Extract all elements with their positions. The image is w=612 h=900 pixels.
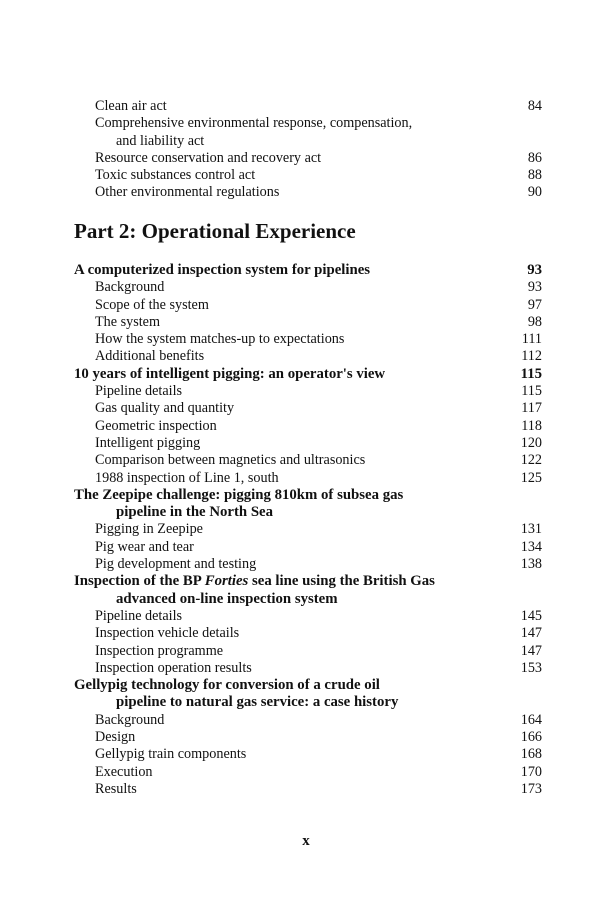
- entry-title: Additional benefits: [95, 348, 205, 365]
- toc-entry: [0, 314, 612, 331]
- toc-entry: [0, 435, 612, 452]
- toc-chapter-entry: [0, 694, 612, 711]
- entry-title: pipeline in the North Sea: [116, 504, 274, 521]
- entry-page-number: 115: [521, 383, 542, 400]
- entry-page-number: 138: [520, 556, 542, 573]
- toc-entry: [0, 452, 612, 469]
- entry-page-number: 93: [527, 279, 542, 296]
- part2-heading: Part 2: Operational Experience: [74, 219, 356, 243]
- entry-title: and liability act: [116, 132, 205, 149]
- entry-page-number: 112: [521, 348, 542, 365]
- entry-page-number: 120: [520, 434, 542, 451]
- entry-title: Background: [95, 711, 165, 728]
- entry-title: advanced on-line inspection system: [116, 590, 338, 607]
- entry-page-number: 153: [520, 659, 542, 676]
- entry-page-number: 173: [520, 780, 542, 797]
- toc-entry: [0, 764, 612, 781]
- entry-title: Comprehensive environmental response, compensation,: [95, 115, 413, 132]
- entry-page-number: 147: [520, 642, 542, 659]
- entry-page-number: 134: [520, 538, 542, 555]
- toc-entry: [0, 98, 612, 115]
- entry-page-number: 93: [527, 262, 542, 278]
- entry-title-italic: Forties: [204, 573, 249, 590]
- entry-title: Scope of the system: [95, 296, 209, 313]
- toc-entry: [0, 608, 612, 625]
- entry-page-number: 164: [520, 711, 542, 728]
- toc-entry: [0, 556, 612, 573]
- entry-page-number: 145: [520, 607, 542, 624]
- toc-entry: [0, 400, 612, 417]
- entry-title: Clean air act: [95, 98, 167, 114]
- entry-page-number: 97: [527, 296, 542, 313]
- entry-page-number: 88: [527, 167, 542, 184]
- entry-title: Inspection vehicle details: [95, 625, 240, 642]
- entry-title: Gas quality and quantity: [95, 400, 235, 417]
- toc-chapter-entry: [0, 677, 612, 694]
- entry-title: pipeline to natural gas service: a case history: [116, 694, 399, 711]
- toc-entry: [0, 133, 612, 150]
- entry-title: Execution: [95, 763, 153, 780]
- entry-title: 10 years of intelligent pigging: an operator's view: [74, 365, 386, 382]
- entry-title: Pig wear and tear: [95, 538, 194, 555]
- entry-page-number: 166: [520, 729, 542, 746]
- page-folio: x: [302, 833, 310, 849]
- toc-chapter-entry: [0, 262, 612, 279]
- toc-entry: [0, 115, 612, 132]
- entry-page-number: 170: [520, 763, 542, 780]
- toc-chapter-entry: [0, 487, 612, 504]
- toc-entry: [0, 418, 612, 435]
- toc-entry: [0, 348, 612, 365]
- entry-page-number: 84: [527, 98, 542, 114]
- toc-chapter-entry: [0, 573, 612, 590]
- entry-title: Gellypig technology for conversion of a crude oil: [74, 677, 380, 694]
- toc-chapter-entry: [0, 504, 612, 521]
- entry-page-number: 98: [527, 313, 542, 330]
- entry-title: Intelligent pigging: [95, 434, 201, 451]
- entry-title: Other environmental regulations: [95, 184, 280, 201]
- entry-title: 1988 inspection of Line 1, south: [95, 469, 279, 486]
- entry-title: The Zeepipe challenge: pigging 810km of subsea gas: [74, 486, 404, 503]
- entry-title: Geometric inspection: [95, 417, 217, 434]
- entry-title-part: sea line using the British Gas: [248, 573, 435, 590]
- toc-entry: [0, 470, 612, 487]
- toc-entry: [0, 660, 612, 677]
- entry-title: How the system matches-up to expectations: [95, 331, 345, 348]
- entry-title: Toxic substances control act: [95, 167, 256, 184]
- entry-title-part: Inspection of the BP: [74, 573, 205, 590]
- entry-title: Comparison between magnetics and ultrasonics: [95, 452, 366, 469]
- entry-title: Pig development and testing: [95, 556, 257, 573]
- toc-entry: [0, 643, 612, 660]
- toc-entry: [0, 150, 612, 167]
- entry-title: Inspection operation results: [95, 659, 252, 676]
- toc-entry: [0, 521, 612, 538]
- toc-entry: [0, 539, 612, 556]
- entry-page-number: 118: [521, 417, 542, 434]
- toc-chapter-entry: [0, 366, 612, 383]
- toc-entry: [0, 167, 612, 184]
- toc-entry: [0, 729, 612, 746]
- part2-entries: [0, 262, 612, 798]
- entry-title: A computerized inspection system for pipelines: [74, 262, 371, 278]
- toc-entry: [0, 383, 612, 400]
- entry-title: Results: [95, 780, 137, 797]
- entry-title: Pipeline details: [95, 383, 183, 400]
- entry-title: Background: [95, 279, 165, 296]
- entry-title: Resource conservation and recovery act: [95, 149, 322, 166]
- entry-title: The system: [95, 313, 161, 330]
- toc-chapter-entry: [0, 591, 612, 608]
- entry-title: Pigging in Zeepipe: [95, 521, 203, 538]
- entry-page-number: 125: [520, 469, 542, 486]
- entry-page-number: 122: [520, 452, 542, 469]
- entry-page-number: 90: [527, 184, 542, 201]
- toc-entry: [0, 746, 612, 763]
- entry-page-number: 115: [520, 365, 542, 382]
- entry-page-number: 168: [520, 746, 542, 763]
- entry-page-number: 147: [520, 625, 542, 642]
- toc-entry: [0, 625, 612, 642]
- part1-entries: [0, 98, 612, 202]
- toc-entry: [0, 712, 612, 729]
- toc-entry: [0, 781, 612, 798]
- toc-entry: [0, 279, 612, 296]
- entry-title: Design: [95, 729, 136, 746]
- entry-page-number: 86: [527, 149, 542, 166]
- entry-title: Inspection programme: [95, 642, 224, 659]
- toc-entry: [0, 184, 612, 201]
- toc-entry: [0, 297, 612, 314]
- entry-page-number: 111: [521, 331, 542, 348]
- entry-page-number: 117: [521, 400, 542, 417]
- entry-page-number: 131: [520, 521, 542, 538]
- entry-title: Pipeline details: [95, 607, 183, 624]
- entry-title: Gellypig train components: [95, 746, 247, 763]
- toc-entry: [0, 331, 612, 348]
- entry-title: [74, 573, 435, 590]
